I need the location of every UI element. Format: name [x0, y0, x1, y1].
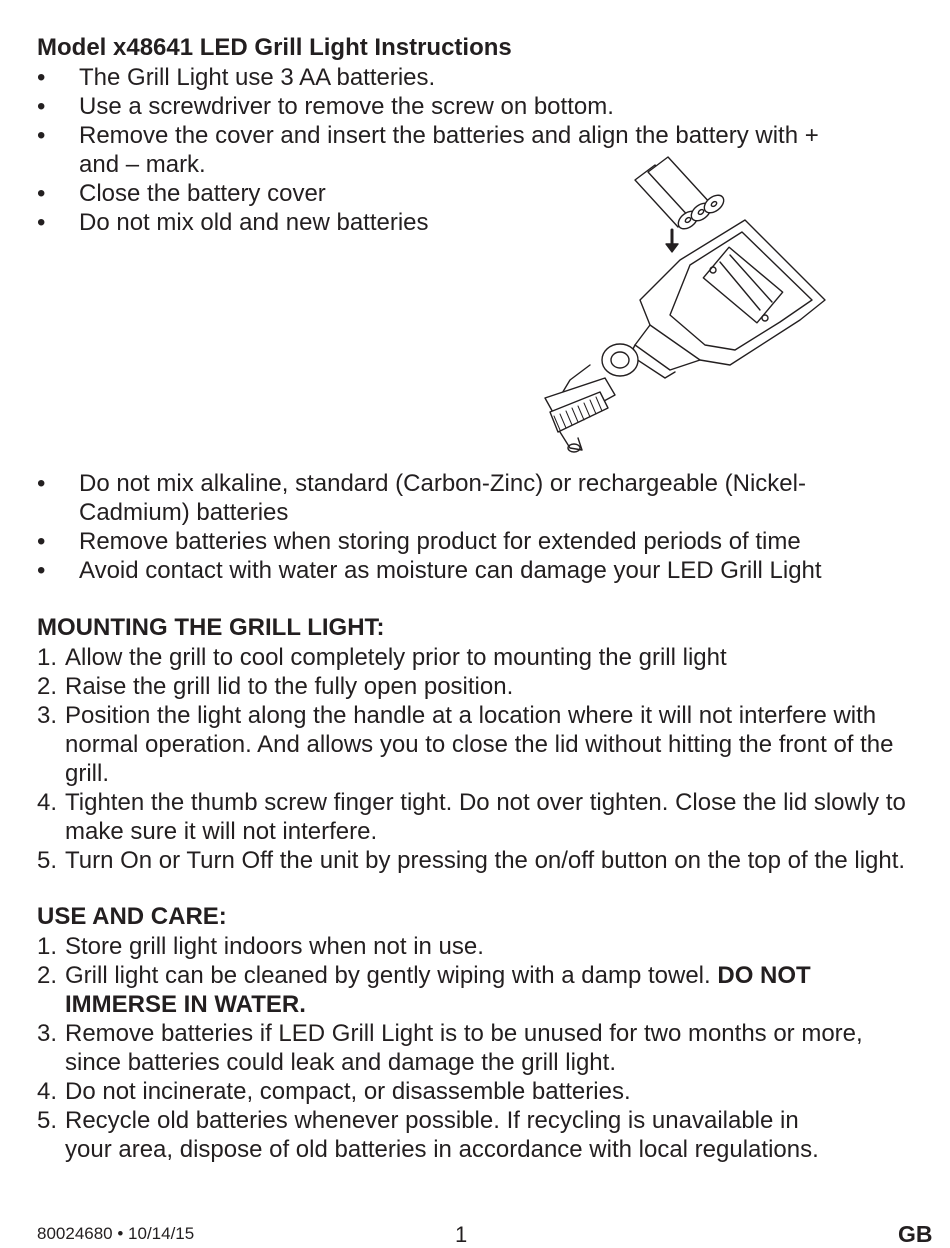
step-text: Recycle old batteries whenever possible. If recycling is unavailable in your area, dispose of old batteries in accordance with local regulations. [65, 1107, 819, 1163]
list-item [37, 1106, 907, 1164]
step-text: Position the light along the handle at a location where it will not interfere with normal operation. And allows you to close the lid without hitting the front of the grill. [65, 702, 894, 787]
list-item [37, 701, 907, 788]
bullet-text: Avoid contact with water as moisture can damage your LED Grill Light [79, 557, 822, 584]
grill-light-housing [630, 220, 825, 378]
battery-warning-list [37, 469, 907, 585]
warning-emphasis: DO NOT IMMERSE IN WATER. [65, 962, 811, 1018]
list-item [37, 961, 907, 1019]
list-item [37, 1077, 907, 1106]
list-item [37, 63, 837, 92]
bullet-text: The Grill Light use 3 AA batteries. [79, 64, 436, 91]
bullet-text: Do not mix alkaline, standard (Carbon-Zinc) or rechargeable (Nickel-Cadmium) batteries [79, 470, 806, 526]
step-number: 4. [37, 789, 58, 816]
bullet-glyph: • [37, 470, 46, 497]
bullet-text: Use a screwdriver to remove the screw on bottom. [79, 93, 614, 120]
bullet-text: Close the battery cover [79, 180, 326, 207]
bullet-text: Remove batteries when storing product for extended periods of time [79, 528, 801, 555]
bullet-glyph: • [37, 557, 46, 584]
step-number: 5. [37, 1107, 58, 1134]
care-heading: USE AND CARE: [37, 903, 227, 930]
bullet-glyph: • [37, 122, 46, 149]
step-number: 3. [37, 1020, 58, 1047]
list-item [37, 92, 837, 121]
arrow-down-icon [666, 230, 678, 252]
bullet-glyph: • [37, 64, 46, 91]
step-text: Tighten the thumb screw finger tight. Do not over tighten. Close the lid slowly to make sure it will not interfere. [65, 789, 906, 845]
step-number: 2. [37, 962, 58, 989]
list-item [37, 672, 907, 701]
step-number: 4. [37, 1078, 58, 1105]
step-number: 3. [37, 702, 58, 729]
step-text: Do not incinerate, compact, or disassemble batteries. [65, 1078, 631, 1105]
bullet-glyph: • [37, 209, 46, 236]
list-item [37, 643, 907, 672]
battery-install-illustration [530, 150, 830, 460]
bullet-text: Do not mix old and new batteries [79, 209, 429, 236]
page-title: Model x48641 LED Grill Light Instructions [37, 34, 512, 61]
list-item [37, 1019, 907, 1077]
document-code: 80024680 • 10/14/15 [37, 1224, 195, 1243]
list-item [37, 556, 907, 585]
step-text: Allow the grill to cool completely prior to mounting the grill light [65, 644, 727, 671]
step-text: Store grill light indoors when not in use. [65, 933, 484, 960]
bullet-text: Remove the cover and insert the batteries and align the battery with + and – mark. [79, 122, 819, 178]
bullet-glyph: • [37, 93, 46, 120]
step-text: Grill light can be cleaned by gently wiping with a damp towel. [65, 962, 711, 989]
mounting-heading: MOUNTING THE GRILL LIGHT: [37, 614, 385, 641]
step-number: 1. [37, 644, 58, 671]
handle-clamp [545, 378, 615, 452]
list-item [37, 846, 907, 875]
step-text: Turn On or Turn Off the unit by pressing the on/off button on the top of the light. [65, 847, 906, 874]
step-number: 1. [37, 933, 58, 960]
step-number: 5. [37, 847, 58, 874]
page-number: 1 [455, 1222, 468, 1247]
bullet-glyph: • [37, 180, 46, 207]
step-number: 2. [37, 673, 58, 700]
mounting-steps-list [37, 643, 907, 875]
list-item [37, 788, 907, 846]
language-code: GB [898, 1221, 933, 1247]
list-item [37, 932, 907, 961]
list-item [37, 469, 907, 527]
list-item [37, 527, 907, 556]
step-text: Remove batteries if LED Grill Light is to be unused for two months or more, since batteries could leak and damage the grill light. [65, 1020, 863, 1076]
aa-batteries-icon [635, 157, 727, 232]
bullet-glyph: • [37, 528, 46, 555]
step-text: Raise the grill lid to the fully open position. [65, 673, 514, 700]
care-steps-list [37, 932, 907, 1164]
